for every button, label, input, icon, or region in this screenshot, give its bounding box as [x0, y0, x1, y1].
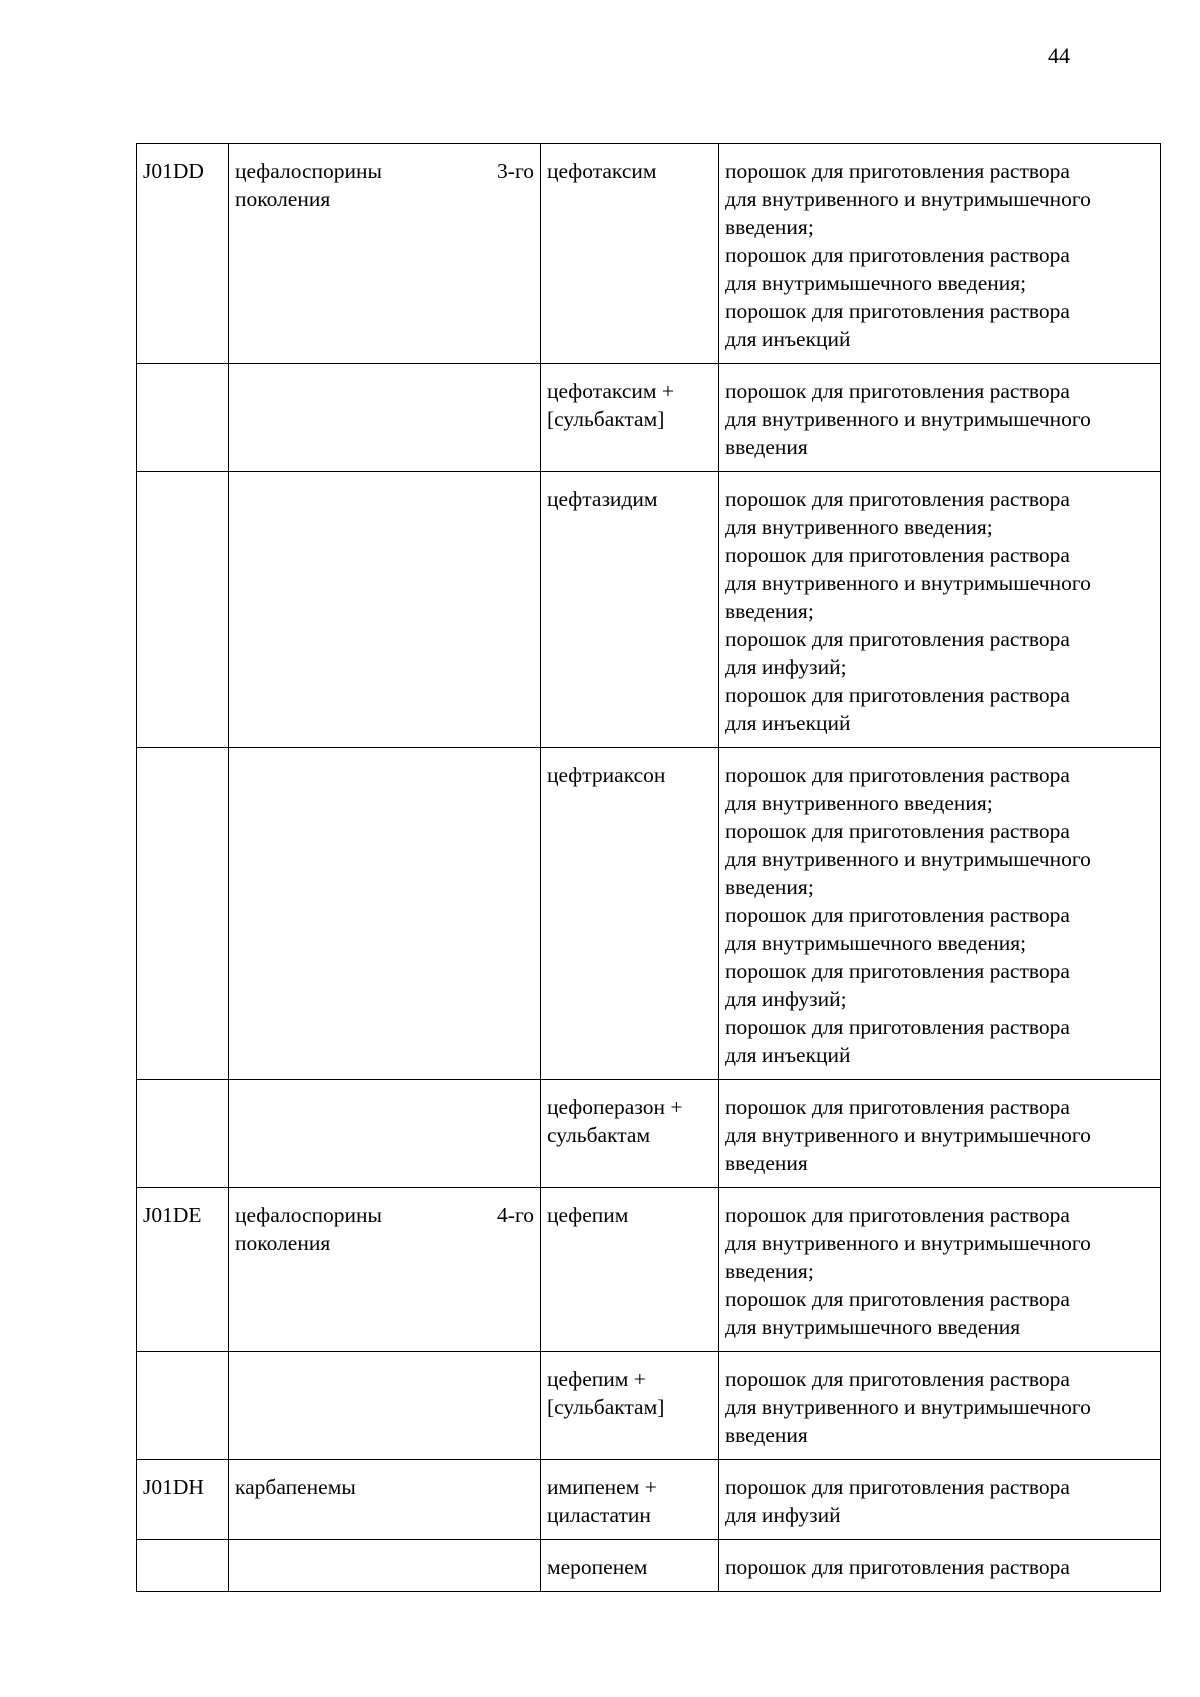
dosage-form-cell	[719, 748, 1161, 1080]
anatomical-group-cell	[229, 748, 541, 1080]
dosage-form-line: порошок для приготовления раствора	[725, 243, 1070, 267]
table-row	[137, 1080, 1161, 1188]
table-row	[137, 748, 1161, 1080]
dosage-form-line: введения	[725, 435, 808, 459]
anatomical-group-cell	[229, 364, 541, 472]
group-name-line: цефалоспорины 3-го	[235, 159, 534, 183]
dosage-form-line: для внутримышечного введения;	[725, 271, 1027, 295]
dosage-form-line: для инфузий;	[725, 987, 847, 1011]
atc-code-cell	[137, 748, 229, 1080]
dosage-form-cell	[719, 472, 1161, 748]
dosage-form-line: для инфузий;	[725, 655, 847, 679]
group-name-line: поколения	[235, 187, 331, 211]
dosage-form-line: порошок для приготовления раствора	[725, 1367, 1070, 1391]
drug-table-body	[137, 144, 1161, 1592]
dosage-form-line: для внутривенного введения;	[725, 791, 993, 815]
dosage-form-line: порошок для приготовления раствора	[725, 379, 1070, 403]
table-row	[137, 1188, 1161, 1352]
dosage-form-line: порошок для приготовления раствора	[725, 819, 1070, 843]
table-row	[137, 472, 1161, 748]
dosage-form-line: порошок для приготовления раствора	[725, 543, 1070, 567]
dosage-form-line: для внутривенного и внутримышечного	[725, 407, 1091, 431]
drug-name-line: [сульбактам]	[547, 1395, 665, 1419]
drug-name-line: [сульбактам]	[547, 407, 665, 431]
dosage-form-line: порошок для приготовления раствора	[725, 1015, 1070, 1039]
atc-code-cell	[137, 1540, 229, 1592]
anatomical-group-cell	[229, 472, 541, 748]
drug-name-line: цефтриаксон	[547, 763, 666, 787]
drug-name-cell	[541, 472, 719, 748]
dosage-form-line: для внутривенного и внутримышечного	[725, 571, 1091, 595]
atc-code-cell	[137, 364, 229, 472]
drug-name-cell	[541, 1540, 719, 1592]
dosage-form-line: для внутривенного и внутримышечного	[725, 1231, 1091, 1255]
anatomical-group-cell	[229, 1460, 541, 1540]
drug-name-line: меропенем	[547, 1555, 648, 1579]
anatomical-group-cell	[229, 144, 541, 364]
dosage-form-line: порошок для приготовления раствора	[725, 299, 1070, 323]
drug-name-line: сульбактам	[547, 1123, 651, 1147]
drug-name-line: циластатин	[547, 1503, 651, 1527]
dosage-form-line: порошок для приготовления раствора	[725, 627, 1070, 651]
drug-name-cell	[541, 144, 719, 364]
dosage-form-line: для внутривенного и внутримышечного	[725, 187, 1091, 211]
dosage-form-line: для инфузий	[725, 1503, 841, 1527]
dosage-form-line: порошок для приготовления раствора	[725, 1095, 1070, 1119]
page-number: 44	[1048, 43, 1070, 68]
table-row	[137, 1460, 1161, 1540]
atc-code: J01DE	[143, 1203, 202, 1227]
dosage-form-cell	[719, 1188, 1161, 1352]
drug-name-cell	[541, 1352, 719, 1460]
drug-name-line: цефоперазон +	[547, 1095, 683, 1119]
drug-name-line: имипенем +	[547, 1475, 657, 1499]
anatomical-group-cell	[229, 1080, 541, 1188]
dosage-form-line: порошок для приготовления раствора	[725, 683, 1070, 707]
dosage-form-line: для внутривенного и внутримышечного	[725, 1395, 1091, 1419]
dosage-form-line: введения	[725, 1151, 808, 1175]
atc-code: J01DH	[143, 1475, 204, 1499]
table-row	[137, 1352, 1161, 1460]
dosage-form-line: порошок для приготовления раствора	[725, 1203, 1070, 1227]
dosage-form-line: для инъекций	[725, 711, 851, 735]
dosage-form-line: порошок для приготовления раствора	[725, 903, 1070, 927]
dosage-form-line: порошок для приготовления раствора	[725, 1287, 1070, 1311]
atc-code-cell	[137, 1460, 229, 1540]
dosage-form-line: для инъекций	[725, 1043, 851, 1067]
drug-name-cell	[541, 1188, 719, 1352]
dosage-form-line: для инъекций	[725, 327, 851, 351]
dosage-form-line: порошок для приготовления раствора	[725, 959, 1070, 983]
group-name-line: поколения	[235, 1231, 331, 1255]
drug-name-cell	[541, 1080, 719, 1188]
anatomical-group-cell	[229, 1188, 541, 1352]
atc-code-cell	[137, 1080, 229, 1188]
drug-name-line: цефтазидим	[547, 487, 658, 511]
drug-name-cell	[541, 1460, 719, 1540]
dosage-form-line: для внутримышечного введения;	[725, 931, 1027, 955]
dosage-form-line: для внутривенного и внутримышечного	[725, 847, 1091, 871]
dosage-form-line: для внутримышечного введения	[725, 1315, 1021, 1339]
atc-code-cell	[137, 472, 229, 748]
dosage-form-line: порошок для приготовления раствора	[725, 1475, 1070, 1499]
dosage-form-cell	[719, 1460, 1161, 1540]
dosage-form-line: порошок для приготовления раствора	[725, 487, 1070, 511]
dosage-form-line: для внутривенного введения;	[725, 515, 993, 539]
drug-name-cell	[541, 364, 719, 472]
atc-code-cell	[137, 1188, 229, 1352]
drug-table	[136, 143, 1161, 1592]
dosage-form-line: введения;	[725, 875, 814, 899]
dosage-form-cell	[719, 1080, 1161, 1188]
group-name-line: цефалоспорины 4-го	[235, 1203, 534, 1227]
group-name-line: карбапенемы	[235, 1475, 356, 1499]
drug-name-line: цефепим +	[547, 1367, 646, 1391]
dosage-form-line: порошок для приготовления раствора	[725, 763, 1070, 787]
dosage-form-line: порошок для приготовления раствора	[725, 1555, 1070, 1579]
atc-code-cell	[137, 1352, 229, 1460]
dosage-form-line: введения;	[725, 1259, 814, 1283]
dosage-form-cell	[719, 144, 1161, 364]
table-row	[137, 1540, 1161, 1592]
dosage-form-cell	[719, 1352, 1161, 1460]
anatomical-group-cell	[229, 1540, 541, 1592]
table-row	[137, 364, 1161, 472]
anatomical-group-cell	[229, 1352, 541, 1460]
drug-name-line: цефотаксим	[547, 159, 657, 183]
drug-name-cell	[541, 748, 719, 1080]
atc-code-cell	[137, 144, 229, 364]
drug-name-line: цефепим	[547, 1203, 629, 1227]
dosage-form-cell	[719, 364, 1161, 472]
dosage-form-line: для внутривенного и внутримышечного	[725, 1123, 1091, 1147]
dosage-form-cell	[719, 1540, 1161, 1592]
dosage-form-line: введения;	[725, 599, 814, 623]
table-row	[137, 144, 1161, 364]
atc-code: J01DD	[143, 159, 204, 183]
dosage-form-line: введения	[725, 1423, 808, 1447]
dosage-form-line: порошок для приготовления раствора	[725, 159, 1070, 183]
dosage-form-line: введения;	[725, 215, 814, 239]
drug-name-line: цефотаксим +	[547, 379, 674, 403]
